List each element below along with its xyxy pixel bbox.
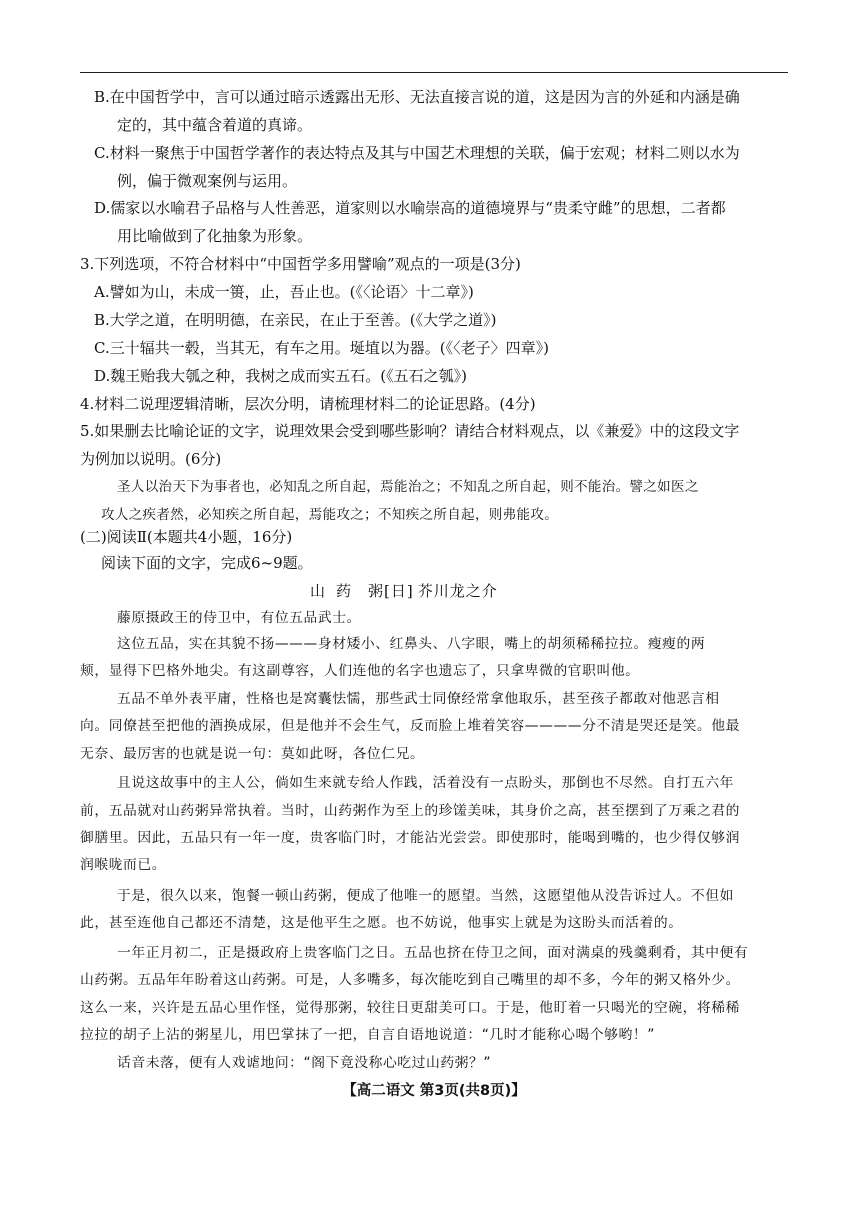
story-para-5-line1: 于是，很久以来，饱餐一顿山药粥，便成了他唯一的愿望。当然，这愿望他从没告诉过人。不但如 <box>117 888 734 904</box>
story-para-5-line2: 此，甚至连他自己都还不清楚，这是他平生之愿。也不妨说，他事实上就是为这盼头而活着的。 <box>80 915 683 931</box>
question-4: 4.材料二说理逻辑清晰，层次分明，请梳理材料二的论证思路。(4分) <box>80 395 536 413</box>
q2-option-b-line2: 定的，其中蕴含着道的真谛。 <box>117 116 313 134</box>
story-para-3-line2: 向。同僚甚至把他的酒换成尿，但是他并不会生气，反而脸上堆着笑容————分不清是哭还是笑。他最 <box>80 718 740 734</box>
q3-option-b: B.大学之道，在明明德，在亲民，在止于至善。(《大学之道》) <box>94 311 497 329</box>
story-para-6-line4: 拉拉的胡子上沾的粥星儿，用巴掌抹了一把，自言自语地说道：“几时才能称心喝个够哟！” <box>80 1027 655 1043</box>
story-title <box>310 581 498 601</box>
question-3: 3.下列选项，不符合材料中“中国哲学多用譬喻”观点的一项是(3分) <box>80 255 521 273</box>
title-char-3: 粥[日] <box>368 582 414 600</box>
question-5-line2: 为例加以说明。(6分) <box>80 450 222 468</box>
title-char-1: 山 <box>310 582 327 600</box>
reading-instruction: 阅读下面的文字，完成6~9题。 <box>101 554 313 572</box>
story-para-4-line1: 且说这故事中的主人公，倘如生来就专给人作践，活着没有一点盼头，那倒也不尽然。自打五六年 <box>117 775 734 791</box>
story-para-6-line1: 一年正月初二，正是摄政府上贵客临门之日。五品也挤在侍卫之间，面对满桌的残羹剩肴，其中便有 <box>117 945 749 961</box>
story-author: 芥川龙之介 <box>417 582 498 600</box>
page-footer: 【高二语文 第3页(共8页)】 <box>342 1083 526 1099</box>
story-para-3-line3: 无奈、最厉害的也就是说一句：莫如此呀，各位仁兄。 <box>80 746 425 762</box>
quote-line1: 圣人以治天下为事者也，必知乱之所自起，焉能治之；不知乱之所自起，则不能治。譬之如医之 <box>117 479 699 495</box>
story-para-2-line1: 这位五品，实在其貌不扬———身材矮小、红鼻头、八字眼，嘴上的胡须稀稀拉拉。瘦瘦的两 <box>117 636 706 652</box>
story-para-1: 藤原摄政王的侍卫中，有位五品武士。 <box>117 610 361 626</box>
quote-line2: 攻人之疾者然，必知疾之所自起，焉能攻之；不知疾之所自起，则弗能攻。 <box>101 507 559 523</box>
story-para-6-line2: 山药粥。五品年年盼着这山药粥。可是，人多嘴多，每次能吃到自己嘴里的却不多，今年的粥又格外少。 <box>80 972 740 988</box>
q3-option-c: C.三十辐共一毂，当其无，有车之用。埏埴以为器。(《〈老子〉四章》) <box>94 339 549 357</box>
q2-option-d-line2: 用比喻做到了化抽象为形象。 <box>117 227 313 245</box>
q3-option-d: D.魏王贻我大瓠之种，我树之成而实五石。(《五石之瓠》) <box>94 367 467 385</box>
story-para-3-line1: 五品不单外表平庸，性格也是窝囊怯懦，那些武士同僚经常拿他取乐，甚至孩子都敢对他恶言相 <box>117 691 720 707</box>
q2-option-c-line1: C.材料一聚焦于中国哲学著作的表达特点及其与中国艺术理想的关联，偏于宏观；材料二则以水为 <box>94 144 740 162</box>
q2-option-b-line1: B.在中国哲学中，言可以通过暗示透露出无形、无法直接言说的道，这是因为言的外延和内涵是确 <box>94 88 740 106</box>
q3-option-a: A.譬如为山，未成一篑，止，吾止也。(《〈论语〉十二章》) <box>94 283 474 301</box>
question-5-line1: 5.如果删去比喻论证的文字，说理效果会受到哪些影响？请结合材料观点，以《兼爱》中的这段文字 <box>80 422 740 440</box>
story-para-7: 话音未落，便有人戏谑地问：“阁下竟没称心吃过山药粥？” <box>117 1055 492 1071</box>
section-heading: (二)阅读Ⅱ(本题共4小题，16分) <box>80 528 293 546</box>
story-para-2-line2: 颊，显得下巴格外地尖。有这副尊容，人们连他的名字也遗忘了，只拿卑微的官职叫他。 <box>80 663 640 679</box>
story-para-4-line4: 润喉咙而已。 <box>80 857 167 873</box>
story-para-6-line3: 这么一来，兴许是五品心里作怪，觉得那粥，较往日更甜美可口。于是，他盯着一只喝光的空碗，将稀稀 <box>80 1000 740 1016</box>
title-char-2: 药 <box>336 582 353 600</box>
q2-option-c-line2: 例，偏于微观案例与运用。 <box>117 172 298 190</box>
header-rule <box>80 72 788 73</box>
story-para-4-line3: 御膳里。因此，五品只有一年一度，贵客临门时，才能沾光尝尝。即使那时，能喝到嘴的，也少得仅够润 <box>80 830 740 846</box>
story-para-4-line2: 前，五品就对山药粥异常执着。当时，山药粥作为至上的珍馐美味，其身价之高，甚至摆到了万乘之君的 <box>80 803 740 819</box>
q2-option-d-line1: D.儒家以水喻君子品格与人性善恶，道家则以水喻崇高的道德境界与“贵柔守雌”的思想，二者都 <box>94 199 726 217</box>
